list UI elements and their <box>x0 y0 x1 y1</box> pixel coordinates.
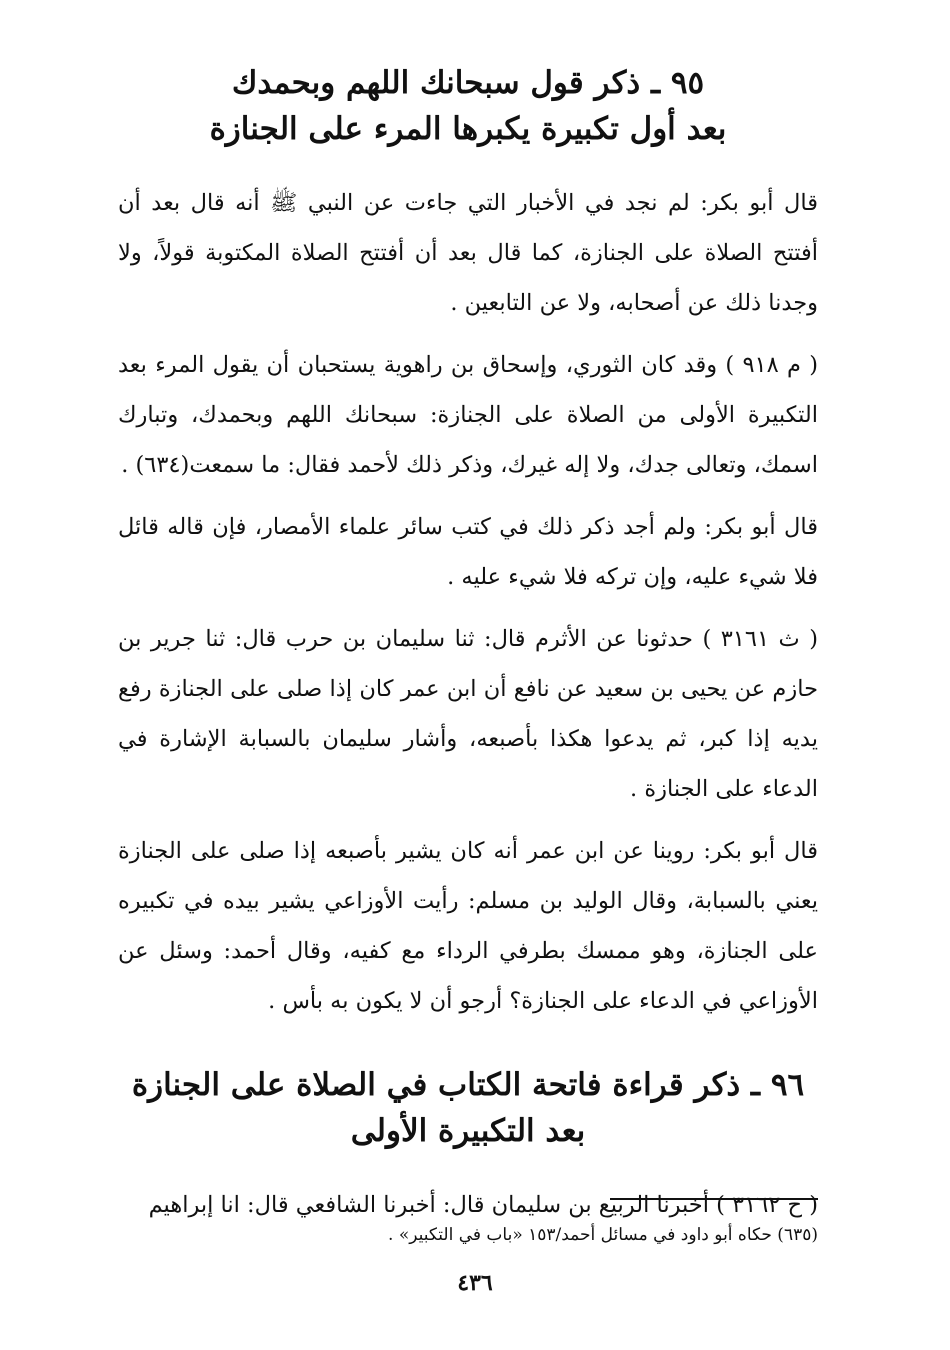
paragraph-th-3161: ( ث ٣١٦١ ) حدثونا عن الأثرم قال: ثنا سليمان بن حرب قال: ثنا جرير بن حازم عن يحيى بن سعيد عن نافع أن ابن عمر كان إذا صلى على الجنازة رفع يديه إذا كبر، ثم يدعوا هكذا بأصبعه، وأشار سليمان بالسبابة الإشارة في الدعاء على الجنازة . <box>118 626 818 802</box>
paragraph-m-918: ( م ٩١٨ ) وقد كان الثوري، وإسحاق بن راهوية يستحبان أن يقول المرء بعد التكبيرة الأولى من الصلاة على الجنازة: سبحانك اللهم وبحمدك، وتبارك اسمك، وتعالى جدك، ولا إله غيرك، وذكر ذلك لأحمد فقال: ما سمعت(٦٣٤) . <box>118 352 818 478</box>
page-number: ٤٣٦ <box>457 1270 493 1296</box>
footnote-divider <box>610 1198 818 1200</box>
paragraph-abu-bakr-3: قال أبو بكر: روينا عن ابن عمر أنه كان يشير بأصبعه إذا صلى على الجنازة يعني بالسبابة، وقال الوليد بن مسلم: رأيت الأوزاعي يشير بيده في تكبيره على الجنازة، وهو ممسك بطرفي الرداء مع كفيه، وقال أحمد: وسئل عن الأوزاعي في الدعاء على الجنازة؟ أرجو أن لا يكون به بأس . <box>118 838 818 1014</box>
section-95-heading <box>118 60 818 152</box>
section-95-title-line-2: بعد أول تكبيرة يكبرها المرء على الجنازة <box>209 111 727 147</box>
paragraph-h-3162: ( ح ٣١٦٢ ) أخبرنا الربيع بن سليمان قال: أخبرنا الشافعي قال: انا إبراهيم <box>148 1192 818 1218</box>
section-95-title-line-1: ٩٥ ـ ذكر قول سبحانك اللهم وبحمدك <box>231 65 705 101</box>
section-96-title-line-2: بعد التكبيرة الأولى <box>350 1113 586 1149</box>
section-96-title-line-1: ٩٦ ـ ذكر قراءة فاتحة الكتاب في الصلاة على الجنازة <box>131 1067 805 1103</box>
paragraph-abu-bakr-2: قال أبو بكر: ولم أجد ذكر ذلك في كتب سائر علماء الأمصار، فإن قاله قائل فلا شيء عليه، وإن تركه فلا شيء عليه . <box>118 514 818 590</box>
page-body <box>118 60 818 1230</box>
footnote: (٦٣٥) حكاه أبو داود في مسائل أحمد/١٥٣ «باب في التكبير» . <box>388 1225 818 1245</box>
section-96-heading <box>118 1062 818 1154</box>
paragraph-abu-bakr-1: قال أبو بكر: لم نجد في الأخبار التي جاءت عن النبي ﷺ أنه قال بعد أن أفتتح الصلاة على الجنازة، كما قال بعد أن أفتتح الصلاة المكتوبة قولاً، ولا وجدنا ذلك عن أصحابه، ولا عن التابعين . <box>118 190 818 316</box>
